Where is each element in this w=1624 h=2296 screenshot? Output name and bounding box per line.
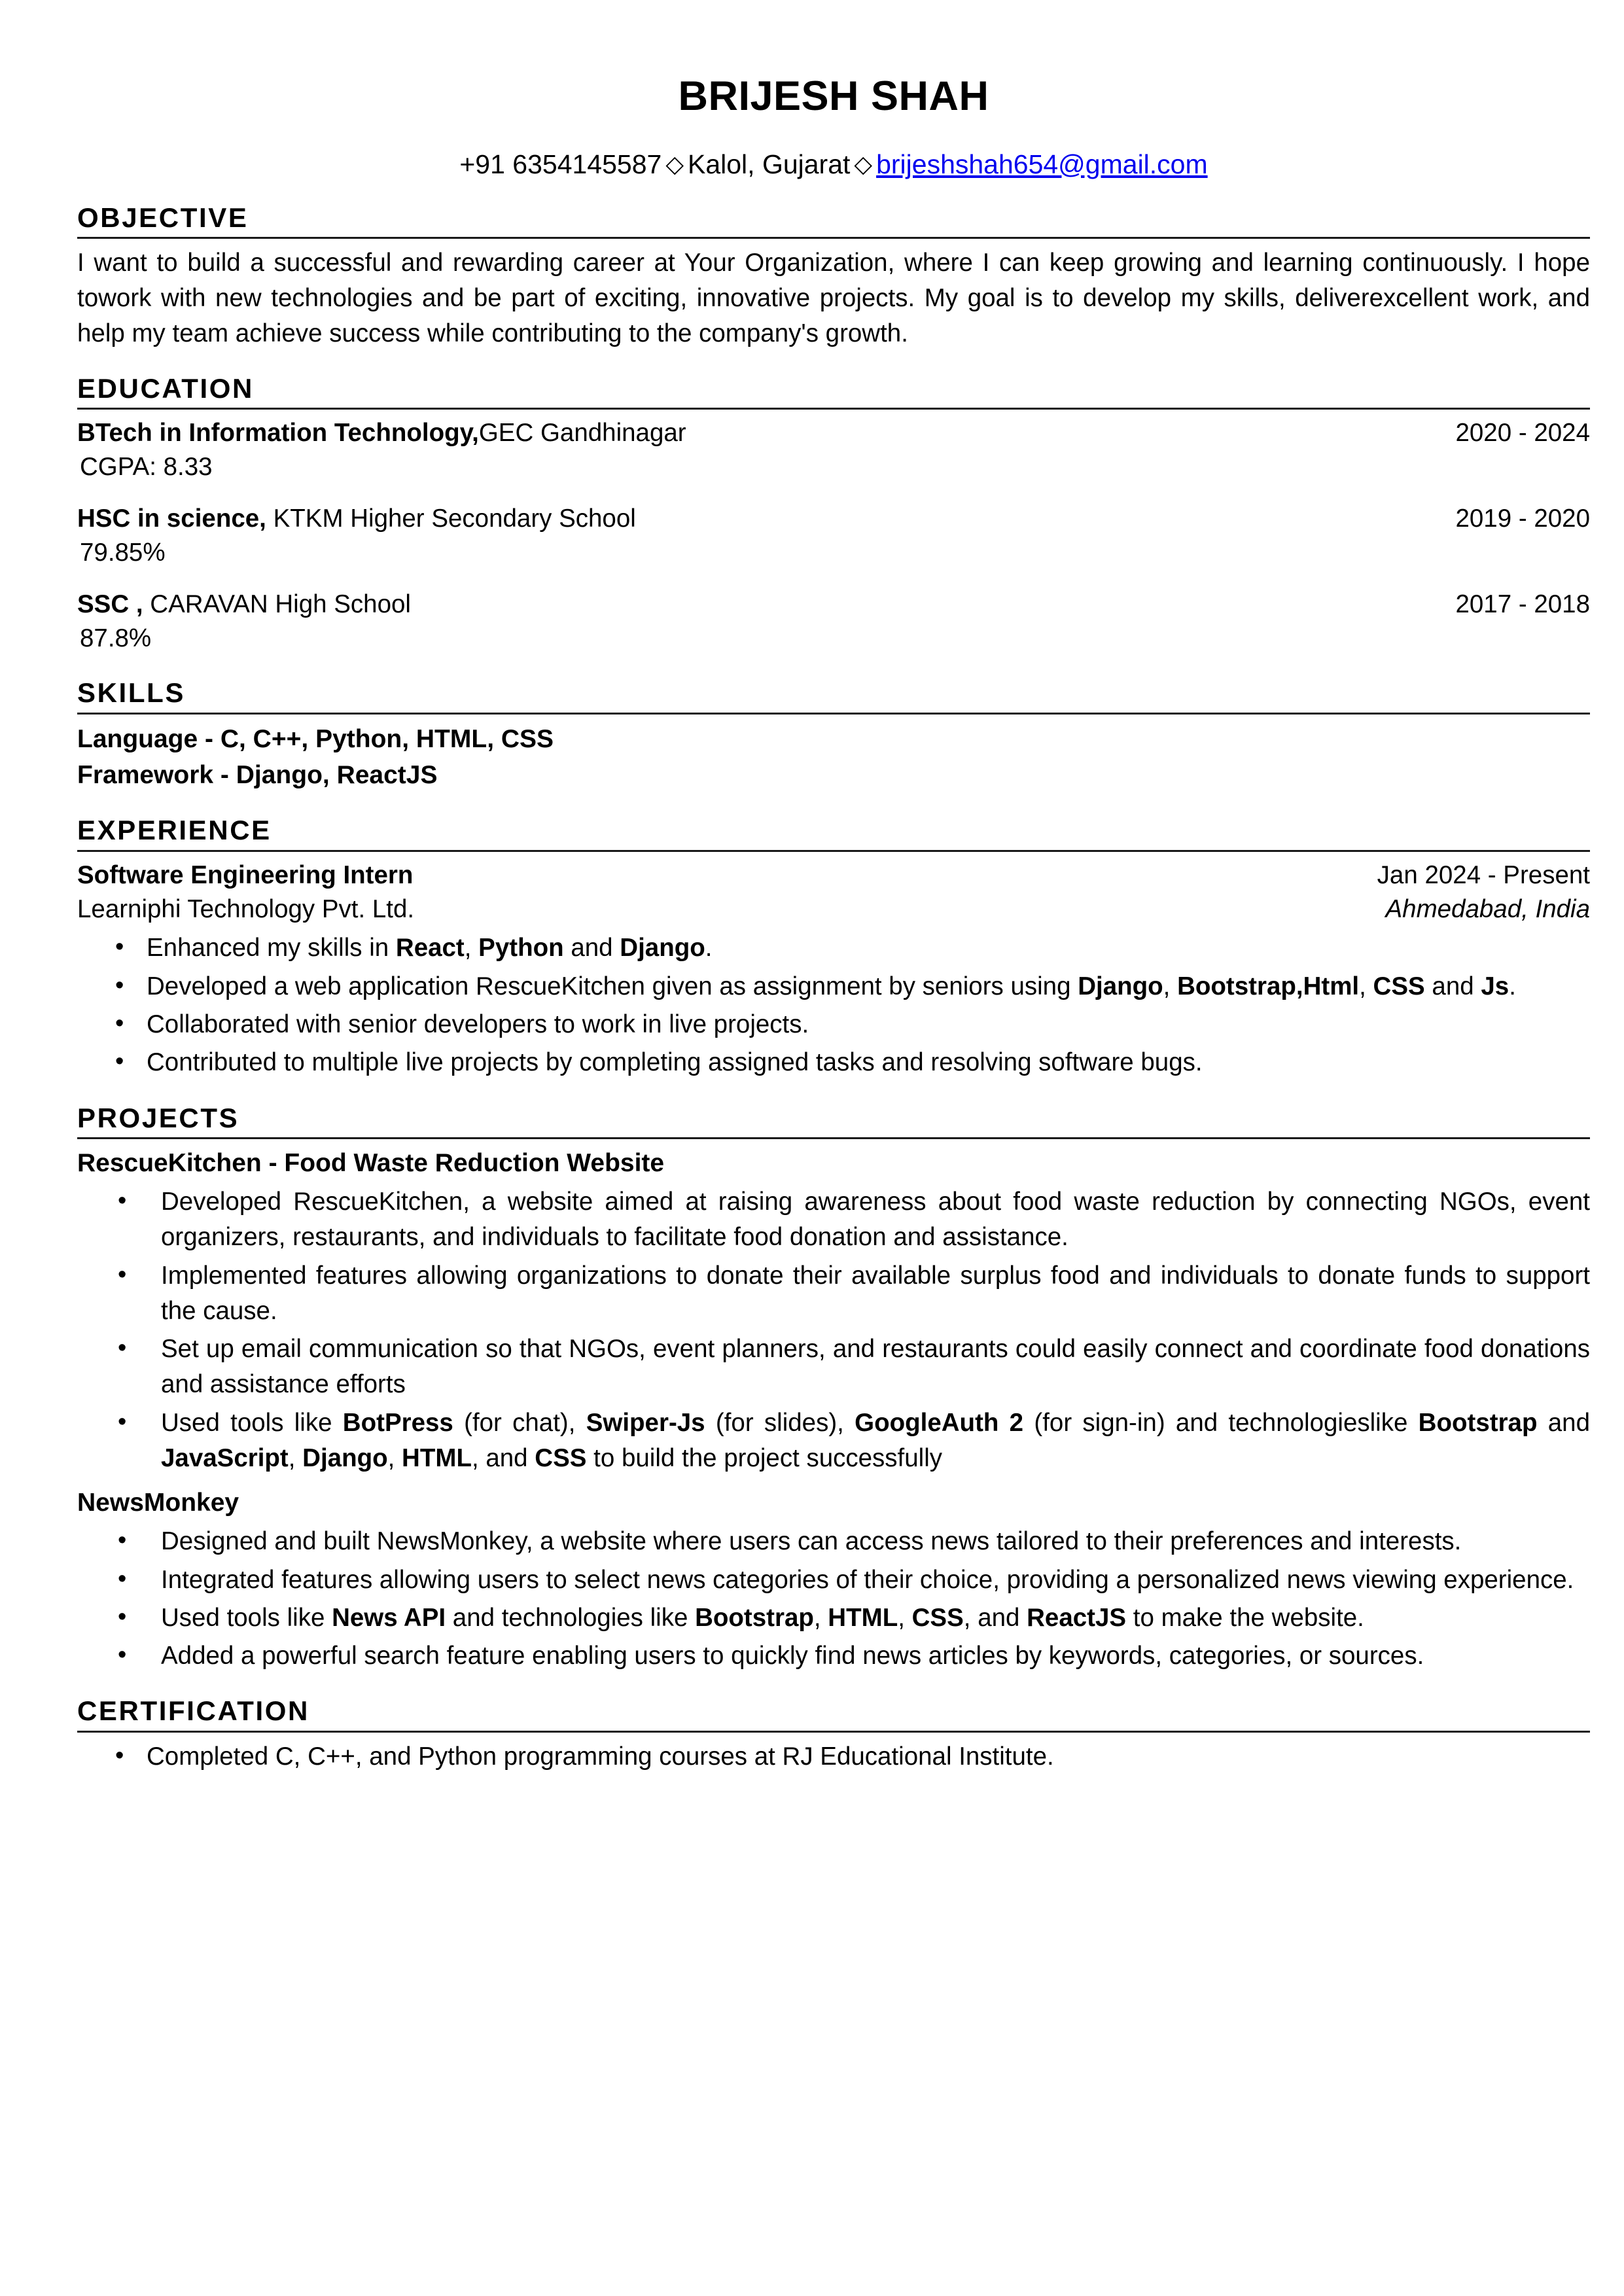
project-title: NewsMonkey [77,1489,239,1517]
emphasis-text: BotPress [342,1408,453,1437]
plain-text: to make the website. [1126,1603,1364,1632]
emphasis-text: Bootstrap [1418,1408,1538,1437]
education-entry [77,588,1590,656]
education-list [77,416,1590,656]
education-score: CGPA: 8.33 [80,453,213,482]
diamond-separator-icon: ◇ [665,150,684,177]
plain-text: Enhanced my skills in [147,934,396,963]
plain-text: and [1424,972,1481,1000]
bullet-item [77,1007,1590,1042]
education-degree [77,502,1455,536]
plain-text: , and [471,1443,535,1472]
emphasis-text: HTML [402,1443,472,1472]
emphasis-text: JavaScript [161,1443,289,1472]
education-institute: GEC Gandhinagar [478,419,686,448]
education-dates: 2020 - 2024 [1455,419,1590,448]
plain-text: , [387,1443,402,1472]
plain-text: Added a powerful search feature enabling users to quickly find news articles by keywords, categories, or sources. [161,1642,1424,1670]
plain-text: . [1509,972,1516,1000]
plain-text: and [1537,1408,1590,1437]
candidate-name: BRIJESH SHAH [678,73,989,119]
emphasis-text: CSS [911,1603,964,1632]
emphasis-text: Bootstrap [695,1603,814,1632]
section-title-certification: CERTIFICATION [77,1695,309,1727]
emphasis-text: Django [302,1443,388,1472]
emphasis-text: Django [620,934,705,963]
plain-text: (for chat), [453,1408,586,1437]
emphasis-text: ReactJS [1027,1603,1127,1632]
plain-text: . [705,934,713,963]
bullet-item [77,1638,1590,1674]
section-rule-education [77,408,1590,410]
bullet-item [77,1045,1590,1080]
education-degree-name: HSC in science, [77,504,266,533]
experience-company-row [77,892,1590,927]
section-objective [77,203,1590,351]
education-degree-name: SSC , [77,590,143,618]
resume-header [77,63,1590,181]
plain-text: to build the project successfully [586,1443,943,1472]
emphasis-text: Swiper-Js [586,1408,705,1437]
project-entry [77,1146,1590,1476]
emphasis-text: Python [478,934,564,963]
plain-text: and technologies like [446,1603,696,1632]
skill-line-language: Language - C, C++, Python, HTML, CSS [77,724,554,753]
emphasis-text: Django [1078,972,1163,1000]
education-degree [77,416,1455,450]
bullet-item [77,1524,1590,1559]
experience-role: Software Engineering Intern [77,860,414,889]
section-certification [77,1696,1590,1775]
emphasis-text: React [395,934,465,963]
phone-number: +91 6354145587 [459,149,662,179]
education-degree [77,588,1455,622]
bullet-item [77,1332,1590,1403]
section-title-skills: SKILLS [77,677,185,709]
education-institute: KTKM Higher Secondary School [266,504,636,533]
education-dates: 2019 - 2020 [1455,504,1590,533]
plain-text: Integrated features allowing users to select news categories of their choice, providing a personalized news viewing experience. [161,1565,1574,1594]
emphasis-text: Js [1481,972,1509,1000]
plain-text: , [288,1443,303,1472]
experience-company: Learniphi Technology Pvt. Ltd. [77,895,415,924]
education-score: 87.8% [80,624,152,652]
plain-text: , [813,1603,828,1632]
plain-text: Used tools like [161,1408,343,1437]
experience-entry [77,858,1590,1081]
section-title-objective: OBJECTIVE [77,202,249,233]
emphasis-text: HTML [828,1603,898,1632]
plain-text: Used tools like [161,1603,332,1632]
emphasis-text: CSS [1373,972,1425,1000]
education-score: 79.85% [80,539,166,567]
emphasis-text: Bootstrap,Html [1177,972,1360,1000]
education-entry-row [77,588,1590,622]
project-bullet-list [77,1184,1590,1476]
contact-line [77,149,1590,181]
plain-text: (for slides), [705,1408,855,1437]
section-rule-skills [77,713,1590,715]
section-rule-certification [77,1731,1590,1733]
bullet-item [77,1405,1590,1477]
education-entry-row [77,502,1590,536]
project-entry [77,1485,1590,1674]
certification-bullet-list [77,1739,1590,1775]
bullet-item [77,1600,1590,1636]
bullet-item [77,1563,1590,1598]
section-skills [77,678,1590,793]
section-education [77,374,1590,656]
plain-text: and [563,934,620,963]
project-title: RescueKitchen - Food Waste Reduction Website [77,1148,665,1177]
bullet-item [77,1739,1590,1775]
project-bullet-list [77,1524,1590,1674]
plain-text: Completed C, C++, and Python programming courses at RJ Educational Institute. [147,1742,1054,1771]
plain-text: Developed a web application RescueKitchen given as assignment by seniors using [147,972,1078,1000]
plain-text: Developed RescueKitchen, a website aimed at raising awareness about food waste reduction by connecting NGOs, event organizers, restaurants, and individuals to facilitate food donation and assistance. [161,1187,1590,1252]
section-title-education: EDUCATION [77,372,254,404]
projects-list [77,1146,1590,1674]
plain-text: , [464,934,479,963]
plain-text: , [1359,972,1373,1000]
resume-content [77,63,1590,1777]
location-text: Kalol, Gujarat [688,149,851,179]
bullet-item [77,1184,1590,1256]
section-title-experience: EXPERIENCE [77,815,272,846]
plain-text: , [898,1603,912,1632]
bullet-item [77,930,1590,966]
emphasis-text: CSS [535,1443,587,1472]
section-rule-projects [77,1137,1590,1139]
email-link[interactable]: brijeshshah654@gmail.com [876,149,1208,179]
experience-bullet-list [77,930,1590,1080]
plain-text: , [1163,972,1178,1000]
education-entry-row [77,416,1590,450]
section-experience [77,815,1590,1080]
objective-text: I want to build a successful and rewarding career at Your Organization, where I can keep growing and learning continuously. I hope towork with new technologies and be part of exciting, innovative projects. My goal is to develop my skills, deliverexcellent work, and help my team achieve success while contributing to the company's growth. [77,249,1590,347]
section-projects [77,1103,1590,1674]
experience-dates: Jan 2024 - Present [1377,860,1590,889]
section-rule-experience [77,850,1590,852]
education-degree-name: BTech in Information Technology, [77,419,479,448]
education-institute: CARAVAN High School [143,590,411,618]
emphasis-text: GoogleAuth 2 [855,1408,1024,1437]
plain-text: Implemented features allowing organizations to donate their available surplus food and individuals to donate funds to support the cause. [161,1261,1590,1325]
skill-line-framework: Framework - Django, ReactJS [77,761,438,790]
education-dates: 2017 - 2018 [1455,590,1590,618]
experience-role-row [77,858,1590,892]
bullet-item [77,969,1590,1004]
plain-text: Contributed to multiple live projects by completing assigned tasks and resolving software bugs. [147,1048,1203,1077]
plain-text: , and [963,1603,1027,1632]
education-entry [77,416,1590,485]
plain-text: Set up email communication so that NGOs, event planners, and restaurants could easily connect and coordinate food donations and assistance efforts [161,1335,1590,1399]
diamond-separator-icon-2: ◇ [854,150,873,177]
education-entry [77,502,1590,571]
plain-text: Designed and built NewsMonkey, a website where users can access news tailored to their preferences and interests. [161,1527,1462,1556]
plain-text: (for sign-in) and technologieslike [1023,1408,1419,1437]
plain-text: Collaborated with senior developers to work in live projects. [147,1010,809,1039]
section-title-projects: PROJECTS [77,1102,239,1133]
experience-location: Ahmedabad, India [1385,895,1590,924]
emphasis-text: News API [332,1603,446,1632]
bullet-item [77,1258,1590,1330]
section-rule-objective [77,237,1590,239]
